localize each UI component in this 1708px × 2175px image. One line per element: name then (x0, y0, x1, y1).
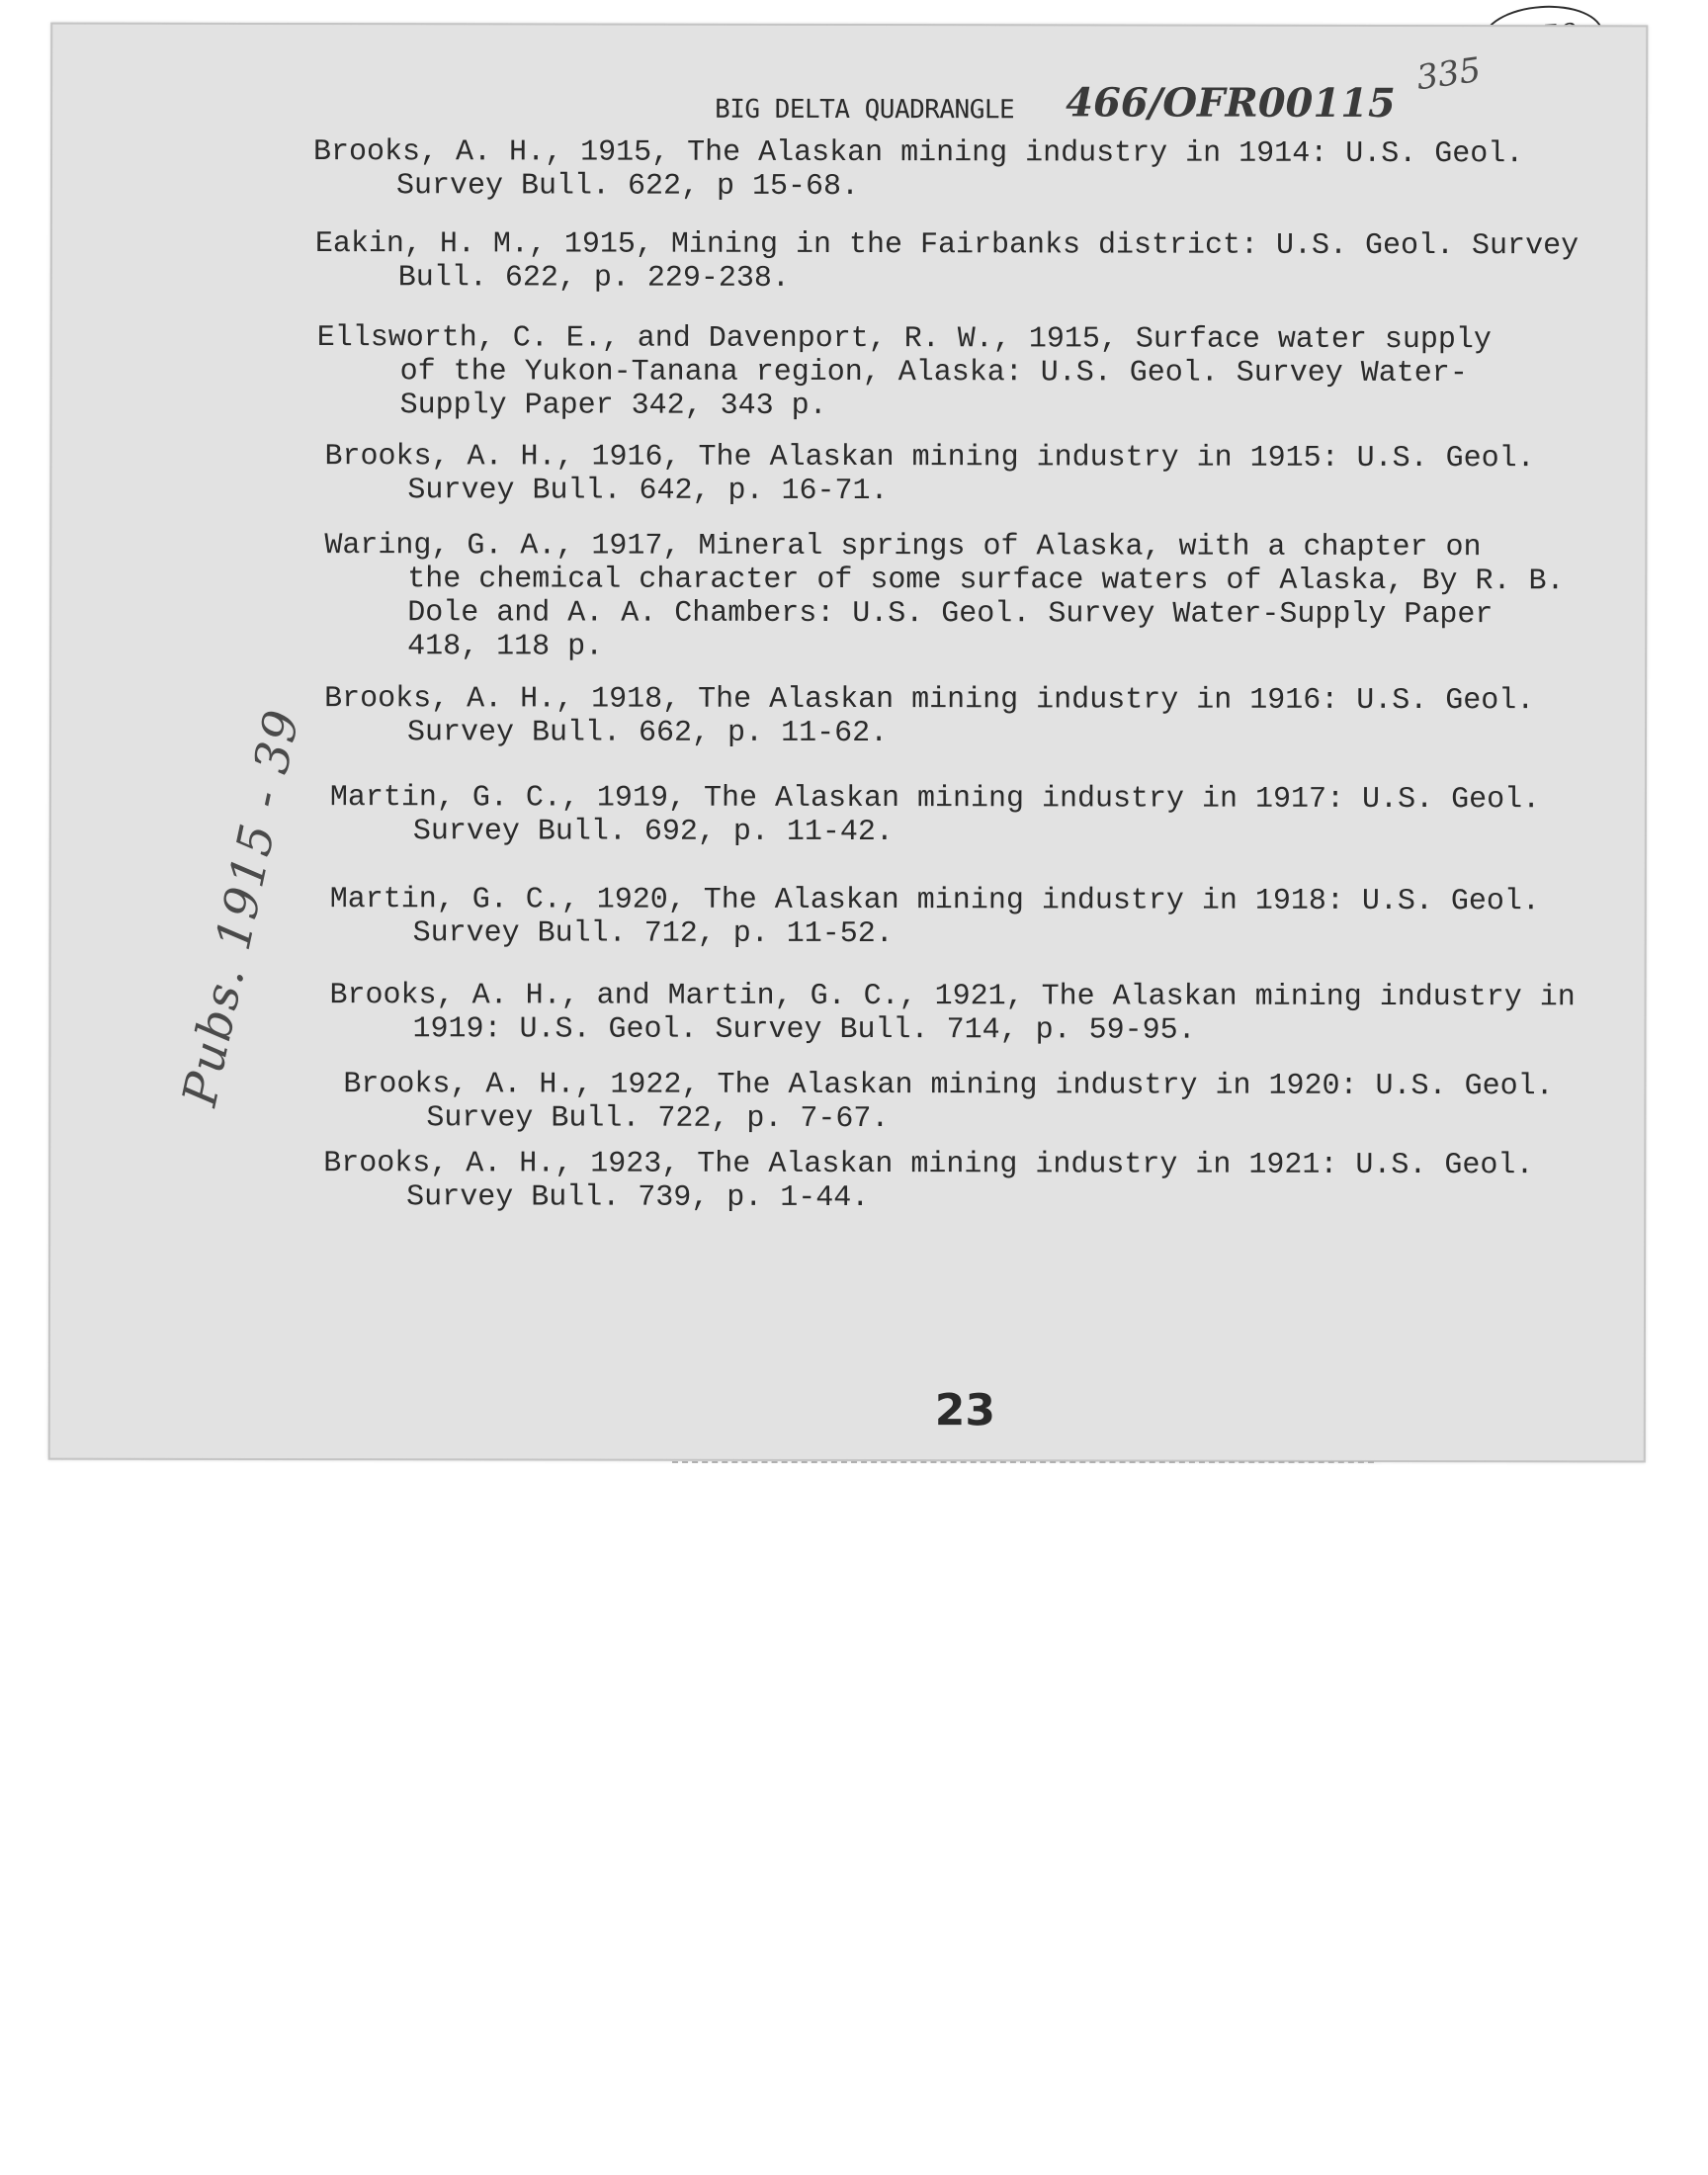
reference-entry (315, 227, 1579, 297)
entry-line: Survey Bull. 712, p. 11-52. (412, 916, 894, 952)
entry-line: Brooks, A. H., 1916, The Alaskan mining industry in 1915: U.S. Geol. (324, 440, 1535, 477)
entry-line: 1919: U.S. Geol. Survey Bull. 714, p. 59-95. (412, 1012, 1196, 1048)
entry-line: Brooks, A. H., 1923, The Alaskan mining industry in 1921: U.S. Geol. (323, 1147, 1534, 1183)
reference-entry (330, 781, 1540, 850)
entry-line: of the Yukon-Tanana region, Alaska: U.S. Geol. Survey Water- (399, 355, 1468, 392)
entry-line: Brooks, A. H., 1922, The Alaskan mining industry in 1920: U.S. Geol. (343, 1068, 1554, 1104)
entry-line: Ellsworth, C. E., and Davenport, R. W., 1915, Surface water supply (316, 321, 1492, 358)
entry-line: Martin, G. C., 1919, The Alaskan mining industry in 1917: U.S. Geol. (329, 781, 1541, 818)
reference-entry (313, 135, 1523, 205)
reference-entry (324, 440, 1534, 509)
reference-entry (324, 529, 1564, 665)
entry-line: Dole and A. A. Chambers: U.S. Geol. Survey Water-Supply Paper (407, 596, 1494, 633)
entry-line: Bull. 622, p. 229-238. (397, 261, 790, 296)
entry-line: Eakin, H. M., 1915, Mining in the Fairbanks district: U.S. Geol. Survey (314, 227, 1580, 264)
entry-line: Survey Bull. 722, p. 7-67. (426, 1101, 890, 1137)
entry-line: Survey Bull. 662, p. 11-62. (406, 716, 889, 751)
page-number: 23 (934, 1385, 996, 1436)
entry-line: the chemical character of some surface waters of Alaska, By R. B. (407, 563, 1565, 599)
reference-entry (324, 682, 1534, 751)
reference-entry (329, 979, 1575, 1048)
entry-line: Brooks, A. H., 1918, The Alaskan mining industry in 1916: U.S. Geol. (324, 682, 1535, 719)
index-card (48, 23, 1649, 1463)
entry-line: Survey Bull. 692, p. 11-42. (412, 815, 894, 850)
entry-line: Brooks, A. H., and Martin, G. C., 1921, The Alaskan mining industry in (329, 979, 1576, 1015)
entry-line: Martin, G. C., 1920, The Alaskan mining industry in 1918: U.S. Geol. (329, 883, 1540, 919)
entry-line: Brooks, A. H., 1915, The Alaskan mining industry in 1914: U.S. Geol. (313, 135, 1524, 172)
entry-line: Survey Bull. 622, p 15-68. (395, 169, 860, 205)
reference-entry (343, 1068, 1553, 1137)
handwritten-code: 466/OFR00115 (1066, 79, 1396, 127)
reference-entry (323, 1147, 1533, 1216)
entry-line: Survey Bull. 642, p. 16-71. (407, 474, 889, 509)
quadrangle-heading: BIG DELTA QUADRANGLE (715, 94, 1015, 126)
reference-entry (330, 883, 1540, 952)
entry-line: 418, 118 p. (407, 630, 604, 664)
entry-line: Supply Paper 342, 343 p. (399, 389, 827, 423)
reference-entry (317, 321, 1492, 424)
entry-line: Survey Bull. 739, p. 1-44. (406, 1180, 870, 1216)
bottom-edge-strip (672, 1461, 1374, 1467)
entry-line: Waring, G. A., 1917, Mineral springs of Alaska, with a chapter on (324, 529, 1482, 566)
margin-note: Pubs. 1915 - 39 (172, 703, 311, 1111)
handwritten-number: 335 (1413, 49, 1484, 99)
